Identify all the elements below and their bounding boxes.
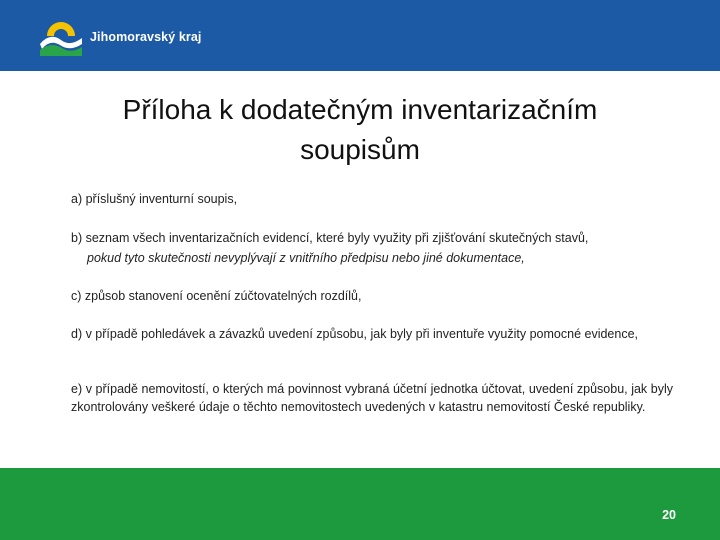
list-item: e) v případě nemovitostí, o kterých má povinnost vybraná účetní jednotka účtovat, uvedení způsobu, jak byly zkontrolovány veškeré údaje o těchto nemovitostech uvedených v katastru nemovitostí České republiky. <box>71 382 673 414</box>
jihomoravsky-kraj-logo-icon <box>38 14 84 56</box>
footer-bar <box>0 468 720 540</box>
list-item: c) způsob stanovení ocenění zúčtovatelných rozdílů, <box>71 289 362 303</box>
slide-title: Příloha k dodatečným inventarizačním <box>122 94 598 125</box>
brand-name: Jihomoravský kraj <box>90 30 202 44</box>
list-item-note: pokud tyto skutečnosti nevyplývají z vnitřního předpisu nebo jiné dokumentace, <box>87 251 525 265</box>
slide-title-continued: soupisům <box>300 134 420 165</box>
list-item: b) seznam všech inventarizačních evidencí, které byly využity při zjišťování skutečných stavů, <box>71 231 589 245</box>
page-number: 20 <box>662 508 676 522</box>
list-item: a) příslušný inventurní soupis, <box>71 192 238 206</box>
header-bar <box>0 0 720 71</box>
list-item: d) v případě pohledávek a závazků uvedení způsobu, jak byly při inventuře využity pomocné evidence, <box>71 327 638 341</box>
